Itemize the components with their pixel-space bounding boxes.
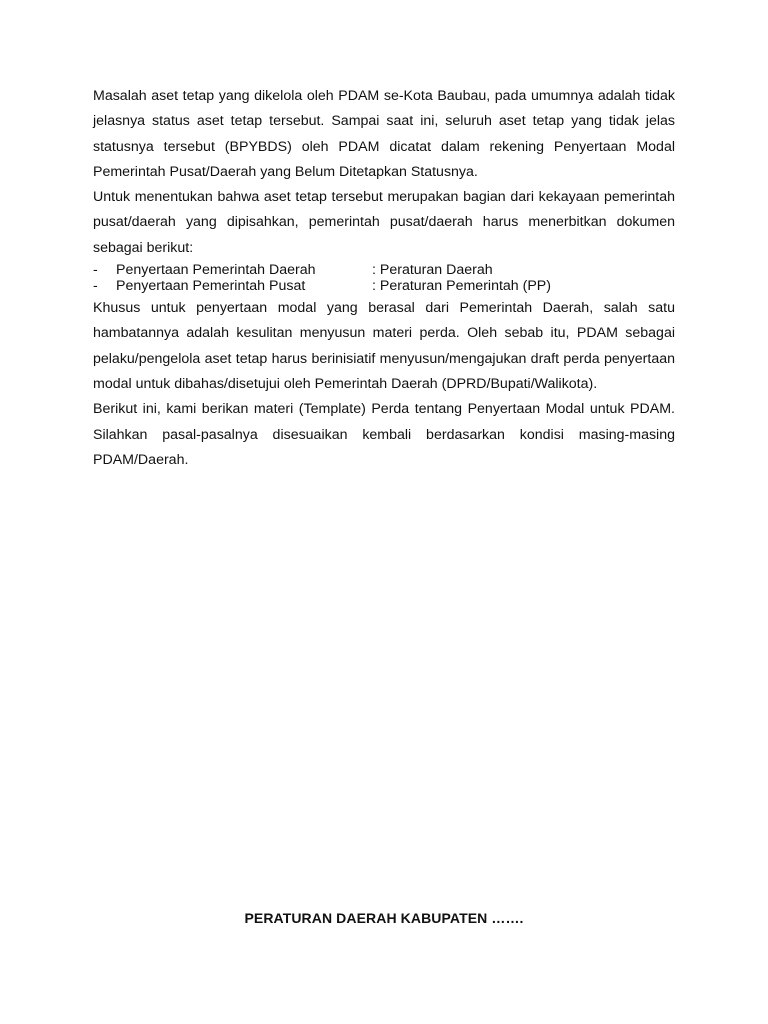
list-dash: - (93, 262, 98, 279)
list-item (93, 278, 675, 294)
list-item-name: Penyertaan Pemerintah Daerah (116, 262, 316, 279)
document-list (93, 262, 675, 294)
list-item-name: Penyertaan Pemerintah Pusat (116, 278, 306, 295)
list-dash: - (93, 278, 98, 295)
list-item-value: : Peraturan Pemerintah (PP) (372, 278, 551, 295)
document-heading: PERATURAN DAERAH KABUPATEN ……. (244, 910, 524, 926)
list-item-value: : Peraturan Daerah (372, 262, 493, 279)
paragraph-hambatan: Khusus untuk penyertaan modal yang berasal dari Pemerintah Daerah, salah satu hambatannya adalah kesulitan menyusun materi perda. Oleh sebab itu, PDAM sebagai pelaku/pengelola aset tetap harus berinisiatif menyusun/mengajukan draft perda penyertaan modal untuk dibahas/disetujui oleh Pemerintah Daerah (DPRD/Bupati/Walikota). (93, 300, 675, 392)
list-item (93, 262, 675, 278)
document-body (93, 84, 675, 473)
paragraph-aset-status: Masalah aset tetap yang dikelola oleh PDAM se-Kota Baubau, pada umumnya adalah tidak jelasnya status aset tetap tersebut. Sampai saat ini, seluruh aset tetap yang tidak jelas statusnya tersebut (BPYBDS) oleh PDAM dicatat dalam rekening Penyertaan Modal Pemerintah Pusat/Daerah yang Belum Ditetapkan Statusnya. (93, 88, 675, 180)
paragraph-dokumen-requirement: Untuk menentukan bahwa aset tetap tersebut merupakan bagian dari kekayaan pemerintah pusat/daerah yang dipisahkan, pemerintah pusat/daerah harus menerbitkan dokumen sebagai berikut: (93, 189, 675, 256)
paragraph-template: Berikut ini, kami berikan materi (Template) Perda tentang Penyertaan Modal untuk PDAM. Silahkan pasal-pasalnya disesuaikan kembali berdasarkan kondisi masing-masing PDAM/Daerah. (93, 401, 675, 468)
